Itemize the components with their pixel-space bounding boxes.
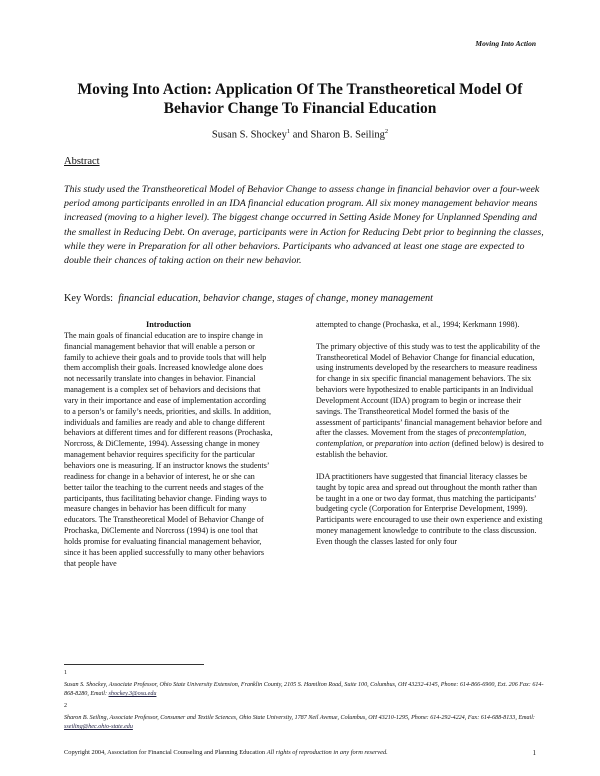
footnote-1-text: Susan S. Shockey, Associate Professor, Ohio State University Extension, Franklin County, 2105 S. Hamilton Road, Suite 100, Columbus, OH 43232-4145, Phone: 614-866-6900, Ext. 206 Fax: 614-868-8280, Email:	[64, 682, 544, 698]
title-line-2: Behavior Change To Financial Education	[163, 100, 437, 117]
para2-text-d: into	[412, 439, 430, 449]
keywords	[64, 293, 433, 304]
author-line	[60, 128, 540, 141]
author-1: Susan S. Shockey	[211, 129, 287, 141]
footnote-2-text: Sharon B. Seiling, Associate Professor, Consumer and Textile Sciences, Ohio State University, 1787 Neil Avenue, Columbus, OH 43210-1295, Phone: 614-292-4224, Fax: 614-688-8133, Email:	[64, 715, 535, 722]
running-head: Moving Into Action	[475, 39, 536, 48]
keywords-label: Key Words:	[64, 293, 114, 304]
intro-paragraph-1-continued: attempted to change (Prochaska, et al., 1994; Kerkmann 1998).	[316, 320, 520, 329]
author-connector: and	[290, 129, 311, 141]
page-number: 1	[532, 749, 536, 757]
para2-text-c: , or	[362, 439, 375, 449]
abstract-heading: Abstract	[64, 156, 100, 167]
author-2-footnote-mark: 2	[384, 128, 389, 135]
footnote-1	[64, 669, 546, 699]
para2-text-b: ,	[524, 428, 527, 438]
abstract-body: This study used the Transtheoretical Model of Behavior Change to assess change in financial behavior over a four-week period among participants enrolled in an IDA financial education program. All six money management behavior means increased (moving to a higher level). The biggest change occurred in Setting Aside Money for Unplanned Spending and the smallest in Reducing Debt. On average, participants were in Action for Reducing Debt prior to beginning the classes, while they were in Preparation for all other behaviors. Participants who advanced at least one stage are expected to double their chances of taking action on their new behavior.	[64, 184, 544, 267]
intro-paragraph-1: The main goals of financial education are to inspire change in financial management behavior that will enable a person or family to achieve their goals and to provide tools that will help them accomplish their goals. Increased knowledge alone does not necessarily translate into changes in behavior. Financial management is a complex set of behaviors and decisions that vary in their importance and ease of implementation according to a person’s or family’s needs, priorities, and skills. In addition, individuals and families are ready and able to change different behaviors at different times and for different reasons (Prochaska, Norcross, & DiClemente, 1994). Assessing change in money management behavior requires specificity for the particular behaviors one is measuring. If an instructor knows the students’ readiness for change in a behavior of interest, he or she can better tailor the teaching to the current needs and stages of the participants, thus facilitating behavior change. Finding ways to measure changes in behavior has been difficult for many educators. The Transtheoretical Model of Behavior Change of Prochaska, DiClemente and Norcross (1994) is one tool that holds promise for evaluating financial management behavior, since it has been applied successfully to many other behaviors that people have	[64, 330, 273, 568]
footnote-2-email-link[interactable]: sseiling@hec.ohio-state.edu	[64, 724, 133, 731]
author-1-footnote-mark: 1	[286, 128, 291, 135]
footnote-2	[64, 702, 546, 732]
intro-paragraph-2	[316, 342, 546, 461]
footnote-1-mark: 1	[64, 670, 67, 676]
term-contemplation: contemplation	[316, 439, 363, 449]
footer-rights: All rights of reproduction in any form reserved.	[266, 749, 388, 756]
paper-title	[60, 80, 540, 118]
footnote-1-email-link[interactable]: shockey.3@osu.edu	[108, 691, 157, 698]
title-line-1: Moving Into Action: Application Of The Transtheoretical Model Of	[77, 81, 523, 98]
footnote-divider	[64, 664, 204, 665]
left-column	[64, 320, 273, 569]
footnote-2-mark: 2	[64, 703, 67, 709]
term-precontemplation: precontemplation	[467, 428, 525, 438]
right-column	[316, 320, 546, 548]
para2-text-e: (defined below) is desired to establish the behavior.	[316, 439, 544, 460]
keywords-value: financial education, behavior change, stages of change, money management	[118, 293, 434, 304]
page-footer	[64, 749, 388, 756]
footer-copyright: Copyright 2004, Association for Financial Counseling and Planning Education	[64, 749, 266, 756]
term-action: action	[429, 439, 450, 449]
intro-paragraph-3: IDA practitioners have suggested that financial literacy classes be taught by topic area and spread out throughout the month rather than be taught in a one or two day format, thus matching the participants’ budgeting cycle (Corporation for Enterprise Development, 1999). Participants were encouraged to use their own experience and existing money management knowledge to contribute to the class discussion. Even though the classes lasted for only four	[316, 471, 543, 546]
introduction-heading: Introduction	[145, 320, 192, 329]
para2-text-a: The primary objective of this study was to test the applicability of the Transtheoretical Model of Behavior Change for financial education, using instruments developed by the researchers to measure readiness for change in six specific financial management behaviors. The six behaviors were hypothesized to enable participants in an Individual Development Account (IDA) program to begin or increase their savings. The Transtheoretical Model formed the basis of the assessment of participants’ financial management behavior before and after the classes. Movement from the stages of	[316, 341, 542, 438]
author-2: Sharon B. Seiling	[310, 129, 385, 141]
term-preparation: preparation	[374, 439, 413, 449]
